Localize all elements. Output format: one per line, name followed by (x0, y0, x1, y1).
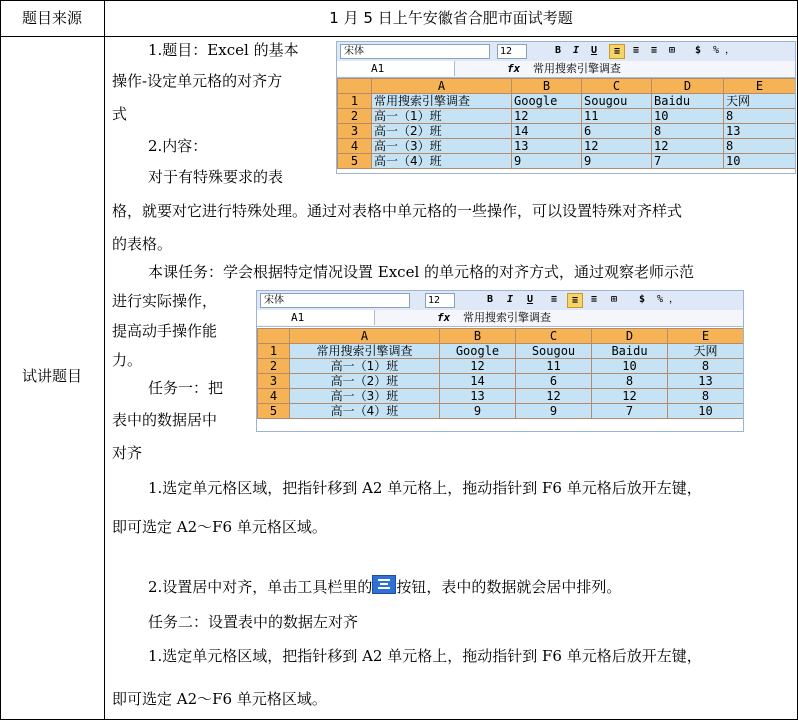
text-line: 式 (112, 105, 128, 123)
row-header[interactable]: 1 (258, 344, 290, 359)
text-segment: 2.设置居中对齐，单击工具栏里的 (148, 578, 373, 596)
sheet-cell[interactable]: 高一（1）班 (290, 359, 440, 374)
text-segment: 按钮，表中的数据就会居中排列。 (396, 578, 622, 596)
sheet-cell[interactable]: 13 (724, 124, 796, 139)
align-center-icon (372, 575, 396, 594)
italic-button[interactable]: I (506, 294, 514, 305)
sheet-cell[interactable]: 12 (652, 139, 724, 154)
sheet-grid (257, 328, 744, 419)
text-line: 的表格。 (112, 235, 173, 253)
name-box[interactable]: A1 (337, 61, 455, 76)
align-center-button[interactable]: ≡ (567, 293, 583, 308)
text-line: 表中的数据居中 (112, 411, 218, 429)
excel-toolbar (257, 291, 743, 311)
column-header[interactable]: E (724, 79, 796, 94)
text-line: 任务二：设置表中的数据左对齐 (148, 613, 359, 631)
formula-input[interactable]: 常用搜索引擎调查 (533, 62, 621, 75)
row-header[interactable]: 5 (258, 404, 290, 419)
text-line: 操作-设定单元格的对齐方 (112, 72, 283, 90)
font-size-box[interactable]: 12 (497, 44, 527, 59)
sheet-cell[interactable]: 8 (652, 124, 724, 139)
row-header[interactable]: 5 (338, 154, 372, 169)
sheet-cell[interactable]: 高一（3）班 (290, 389, 440, 404)
align-left-button[interactable]: ≡ (609, 44, 625, 59)
column-header[interactable]: D (592, 329, 668, 344)
italic-button[interactable]: I (572, 45, 580, 56)
sheet-cell[interactable]: 8 (668, 389, 744, 404)
currency-button[interactable]: $ (638, 294, 646, 305)
fx-icon: fx (507, 62, 521, 75)
sheet-cell[interactable]: Sougou (516, 344, 592, 359)
sheet-cell[interactable]: 13 (440, 389, 516, 404)
corner-cell (258, 329, 290, 344)
sheet-cell[interactable]: 高一（3）班 (372, 139, 512, 154)
row-header[interactable]: 2 (258, 359, 290, 374)
formula-input[interactable]: 常用搜索引擎调查 (463, 311, 551, 324)
underline-button[interactable]: U (526, 294, 534, 305)
column-header[interactable]: C (516, 329, 592, 344)
text-line (148, 575, 621, 597)
font-name-box[interactable]: 宋体 (340, 44, 490, 59)
row-header[interactable]: 4 (338, 139, 372, 154)
currency-button[interactable]: $ (694, 45, 702, 56)
sheet-cell[interactable]: 天网 (724, 94, 796, 109)
sheet-cell[interactable]: 11 (582, 109, 652, 124)
formula-bar (257, 310, 743, 327)
column-header[interactable]: E (668, 329, 744, 344)
corner-cell (338, 79, 372, 94)
name-box[interactable]: A1 (257, 310, 375, 325)
align-right-button[interactable]: ≡ (590, 294, 598, 305)
sheet-cell[interactable]: 7 (592, 404, 668, 419)
text-line: 1.选定单元格区域，把指针移到 A2 单元格上，拖动指针到 F6 单元格后放开左键， (148, 647, 702, 665)
sheet-cell[interactable]: Google (440, 344, 516, 359)
excel-screenshot-left-aligned (336, 41, 796, 174)
toolbar-extra: % ， (713, 45, 736, 56)
sheet-cell[interactable]: 12 (512, 109, 582, 124)
table-header-divider (0, 36, 798, 37)
sheet-grid (337, 78, 796, 169)
sheet-cell[interactable]: 高一（4）班 (372, 154, 512, 169)
row-header[interactable]: 3 (338, 124, 372, 139)
row-header[interactable]: 3 (258, 374, 290, 389)
sheet-cell[interactable]: 12 (592, 389, 668, 404)
sheet-cell[interactable]: 6 (516, 374, 592, 389)
column-header[interactable]: B (440, 329, 516, 344)
align-left-button[interactable]: ≡ (550, 294, 558, 305)
sheet-cell[interactable]: 常用搜索引擎调查 (290, 344, 440, 359)
text-line: 力。 (112, 351, 143, 369)
header-source-label: 题目来源 (21, 9, 82, 27)
sheet-cell[interactable]: 12 (582, 139, 652, 154)
text-line: 2.内容： (148, 137, 208, 155)
sheet-cell[interactable]: 高一（1）班 (372, 109, 512, 124)
sheet-cell[interactable]: 11 (516, 359, 592, 374)
table-column-divider (104, 0, 105, 720)
text-line: 进行实际操作， (112, 292, 218, 310)
sheet-cell[interactable]: 8 (668, 359, 744, 374)
sheet-cell[interactable]: 13 (512, 139, 582, 154)
excel-toolbar (337, 42, 795, 62)
column-header[interactable]: A (290, 329, 440, 344)
sheet-cell[interactable]: Sougou (582, 94, 652, 109)
row-label-topic: 试讲题目 (21, 367, 82, 385)
formula-bar (337, 61, 795, 78)
bold-button[interactable]: B (554, 45, 562, 56)
text-line: 提高动手操作能 (112, 322, 218, 340)
sheet-cell[interactable]: 高一（2）班 (372, 124, 512, 139)
row-header[interactable]: 2 (338, 109, 372, 124)
sheet-cell[interactable]: 12 (516, 389, 592, 404)
text-line: 1.选定单元格区域，把指针移到 A2 单元格上，拖动指针到 F6 单元格后放开左键， (148, 479, 702, 497)
row-header[interactable]: 1 (338, 94, 372, 109)
sheet-cell[interactable]: Google (512, 94, 582, 109)
sheet-cell[interactable]: 9 (582, 154, 652, 169)
sheet-cell[interactable]: 8 (724, 139, 796, 154)
column-header[interactable]: C (582, 79, 652, 94)
sheet-cell[interactable]: 9 (516, 404, 592, 419)
excel-screenshot-center-aligned (256, 290, 744, 432)
sheet-cell[interactable]: 14 (512, 124, 582, 139)
sheet-cell[interactable]: 12 (440, 359, 516, 374)
align-center-button[interactable]: ≡ (632, 45, 640, 56)
text-line: 对齐 (112, 444, 143, 462)
toolbar-extra: % ， (657, 294, 680, 305)
sheet-cell[interactable]: Baidu (652, 94, 724, 109)
sheet-cell[interactable]: 9 (440, 404, 516, 419)
text-line: 格，就要对它进行特殊处理。通过对表格中单元格的一些操作，可以设置特殊对齐样式 (112, 202, 683, 220)
merge-center-button[interactable]: ⊞ (610, 294, 618, 305)
text-line: 本课任务：学会根据特定情况设置 Excel 的单元格的对齐方式，通过观察老师示范 (148, 263, 695, 281)
sheet-cell[interactable]: 高一（4）班 (290, 404, 440, 419)
font-name-box[interactable]: 宋体 (260, 293, 410, 308)
sheet-cell[interactable]: 8 (724, 109, 796, 124)
sheet-cell[interactable]: Baidu (592, 344, 668, 359)
text-line: 即可选定 A2～F6 单元格区域。 (112, 518, 327, 536)
merge-center-button[interactable]: ⊞ (668, 45, 676, 56)
text-line: 即可选定 A2～F6 单元格区域。 (112, 690, 327, 708)
column-header[interactable]: B (512, 79, 582, 94)
column-header[interactable]: D (652, 79, 724, 94)
sheet-cell[interactable]: 10 (652, 109, 724, 124)
sheet-cell[interactable]: 6 (582, 124, 652, 139)
column-header[interactable]: A (372, 79, 512, 94)
fx-icon: fx (437, 311, 451, 324)
sheet-cell[interactable]: 7 (652, 154, 724, 169)
sheet-cell[interactable]: 14 (440, 374, 516, 389)
sheet-cell[interactable]: 8 (592, 374, 668, 389)
row-header[interactable]: 4 (258, 389, 290, 404)
sheet-cell[interactable]: 常用搜索引擎调查 (372, 94, 512, 109)
sheet-cell[interactable]: 10 (724, 154, 796, 169)
sheet-cell[interactable]: 10 (592, 359, 668, 374)
align-right-button[interactable]: ≡ (650, 45, 658, 56)
text-line: 任务一：把 (148, 379, 224, 397)
bold-button[interactable]: B (486, 294, 494, 305)
text-line: 对于有特殊要求的表 (148, 168, 284, 186)
sheet-cell[interactable]: 高一（2）班 (290, 374, 440, 389)
underline-button[interactable]: U (590, 45, 598, 56)
header-source-value: 1 月 5 日上午安徽省合肥市面试考题 (329, 9, 573, 27)
sheet-cell[interactable]: 天网 (668, 344, 744, 359)
sheet-cell[interactable]: 13 (668, 374, 744, 389)
table-bottom-border (0, 719, 798, 720)
sheet-cell[interactable]: 9 (512, 154, 582, 169)
font-size-box[interactable]: 12 (425, 293, 455, 308)
text-line: 1.题目：Excel 的基本 (148, 41, 299, 59)
sheet-cell[interactable]: 10 (668, 404, 744, 419)
